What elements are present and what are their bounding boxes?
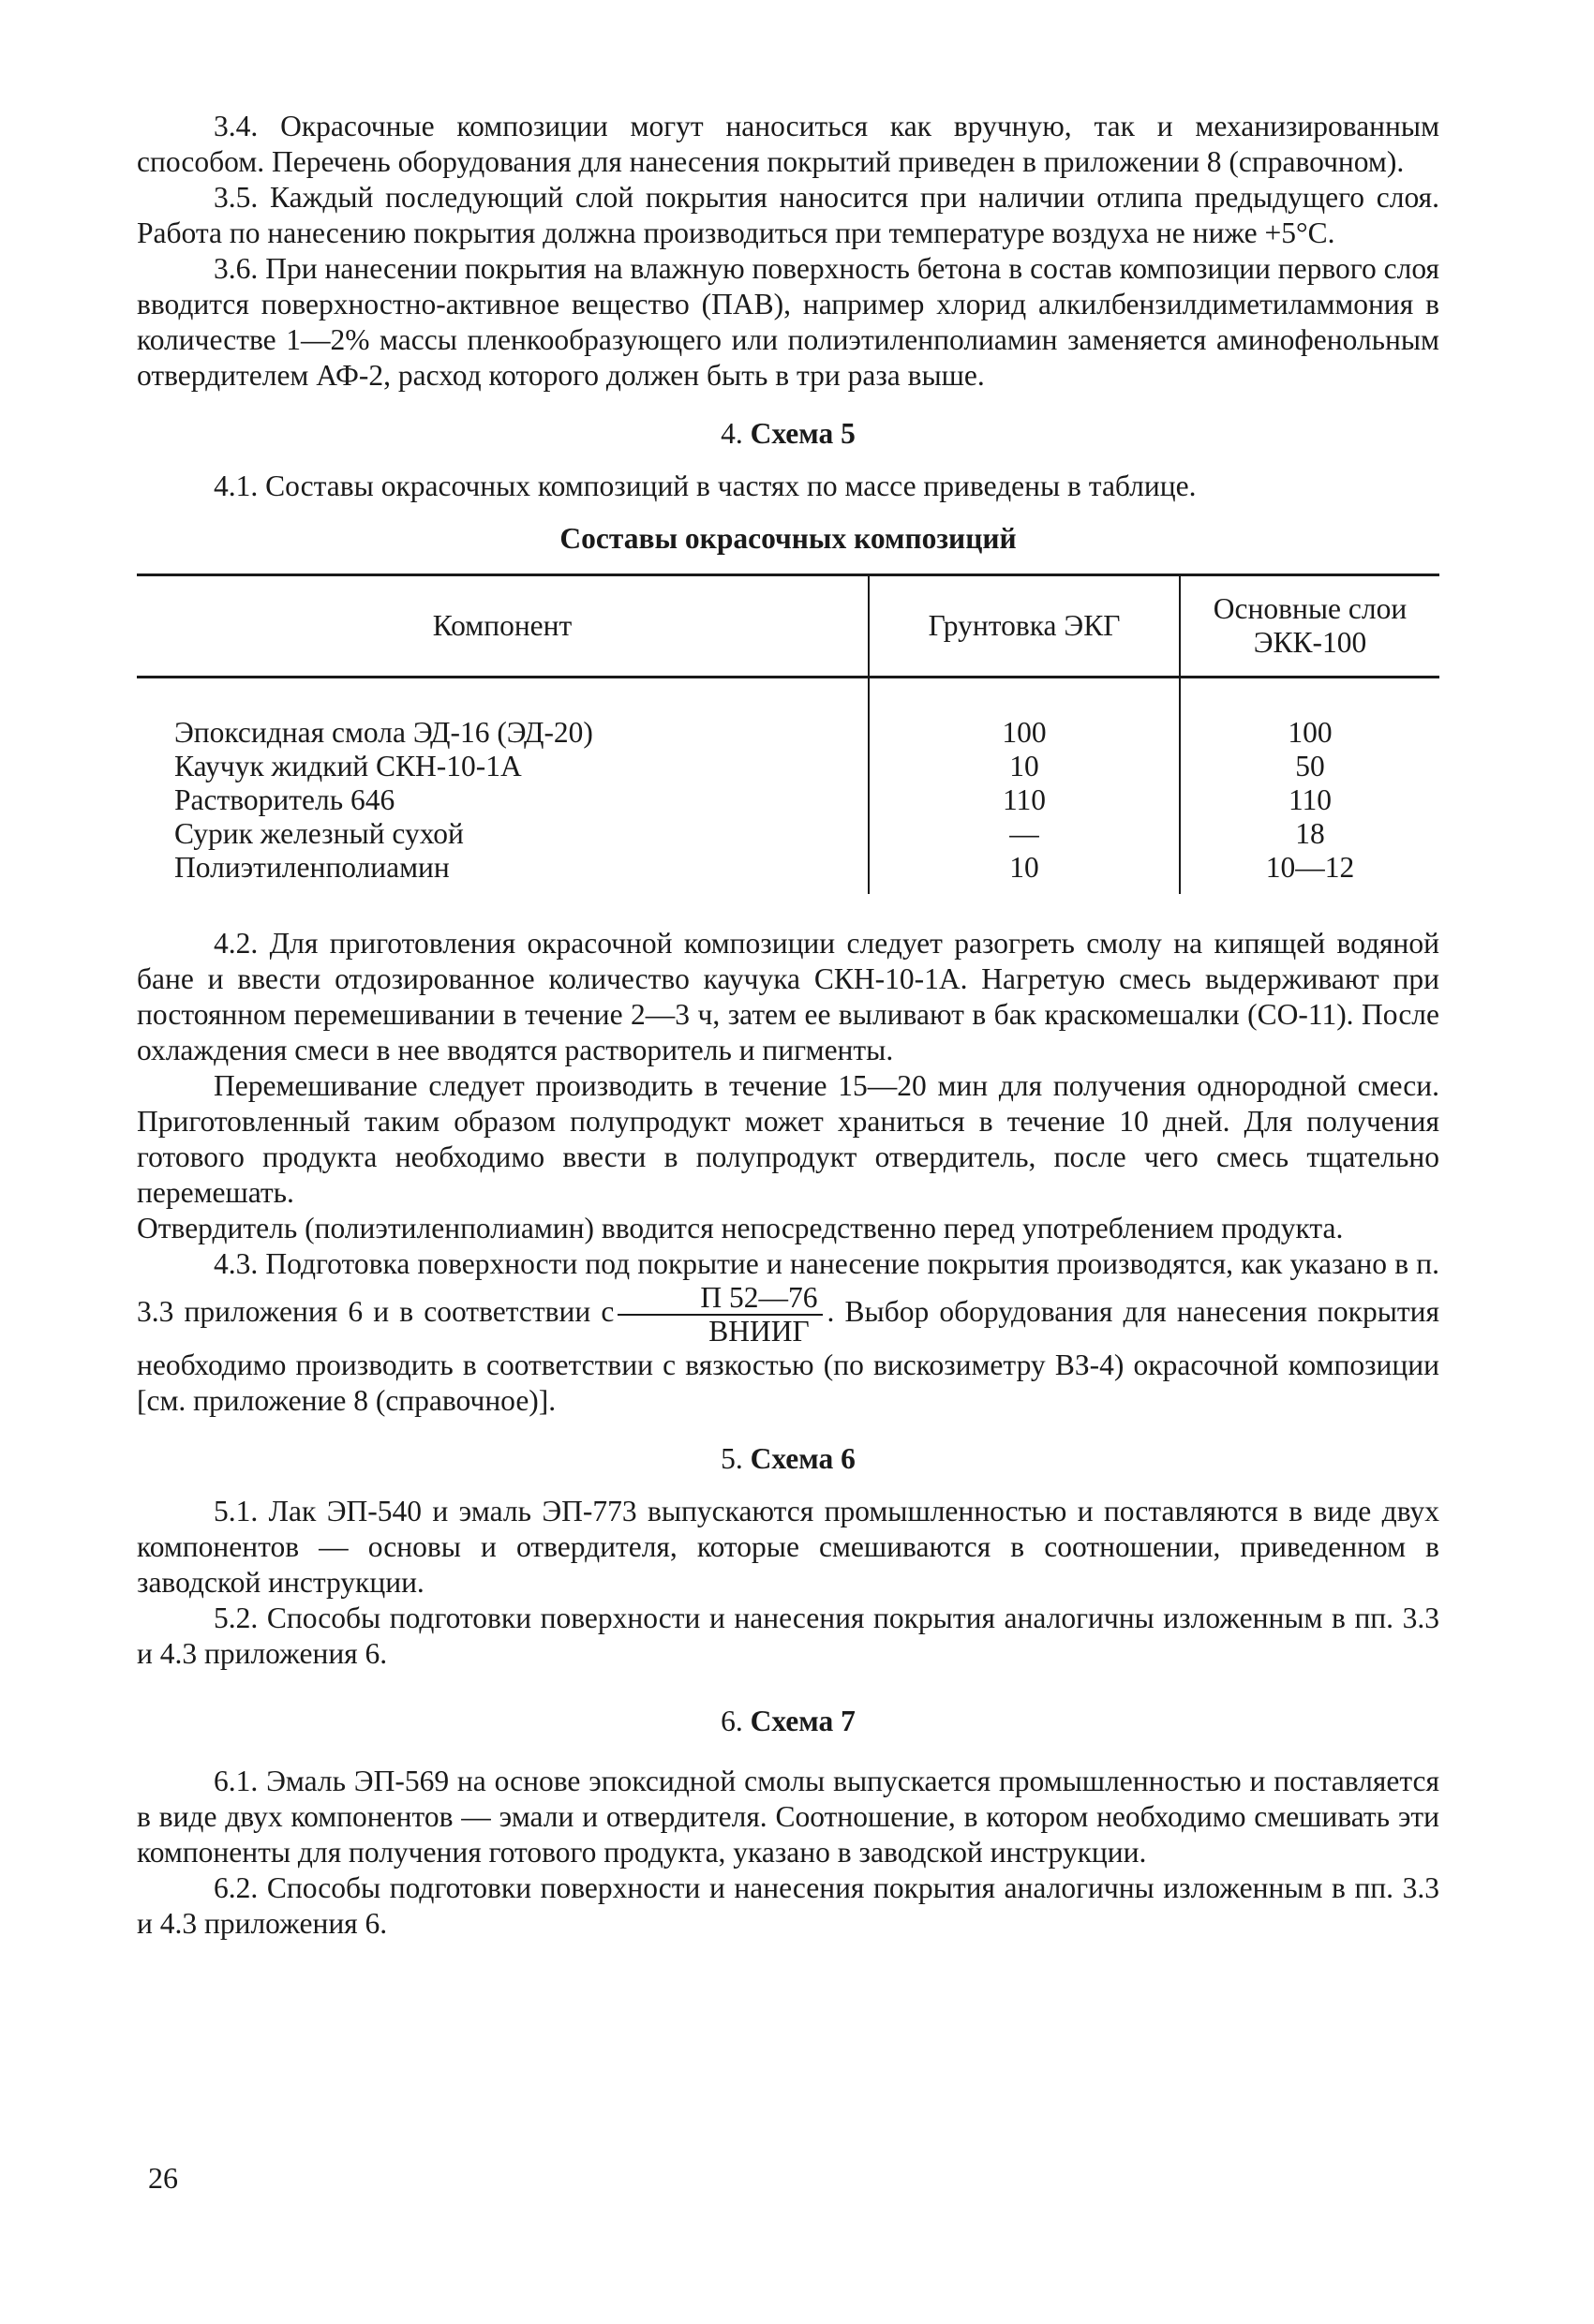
paragraph-5-2: 5.2. Способы подготовки поверхности и нанесения покрытия аналогичны изложенным в пп. 3.3 и 4.3 приложения 6. [137,1601,1439,1670]
page-number: 26 [148,2161,178,2195]
table-cell: 110 [1180,783,1439,817]
table-cell: Растворитель 646 [174,783,395,816]
table-header-row [137,575,1439,678]
section-4-heading [137,416,1439,452]
table-cell: 10 [869,851,1180,894]
paragraph-4-1: 4.1. Составы окрасочных композиций в частях по массе приведены в таблице. [214,469,1197,502]
table-header-main-layers: Основные слои ЭКК-100 [1180,575,1439,678]
section-6-heading [137,1704,1439,1739]
fraction-numerator: П 52—76 [618,1282,823,1316]
section-4-number: 4. [721,417,743,450]
table-cell: — [869,817,1180,851]
table-row [137,750,1439,783]
paragraph-6-2: 6.2. Способы подготовки поверхности и нанесения покрытия аналогичны изложенным в пп. 3.3 и 4.3 приложения 6. [137,1871,1439,1940]
paragraph-3-5: 3.5. Каждый последующий слой покрытия наносится при наличии отлипа предыдущего слоя. Работа по нанесению покрытия должна производиться при температуре воздуха не ниже +5°С. [137,181,1439,249]
paragraph-6-1: 6.1. Эмаль ЭП-569 на основе эпоксидной смолы выпускается промышленностью и поставляется в виде двух компонентов — эмали и отвердителя. Соотношение, в котором необходимо смешивать эти компоненты для получения готового продукта, указано в заводской инструкции. [137,1765,1439,1869]
table-cell: Эпоксидная смола ЭД-16 (ЭД-20) [174,716,593,749]
section-5-title: Схема 6 [750,1442,856,1475]
standard-fraction [618,1282,823,1348]
table-header-component: Компонент [137,575,869,678]
table-cell: Каучук жидкий СКН-10-1А [174,750,522,782]
paragraph-4-2-cont: Перемешивание следует производить в течение 15—20 мин для получения однородной смеси. Приготовленный таким образом полупродукт может храниться в течение 10 дней. Для получения готового продукта необходимо ввести в полупродукт отвердитель, после чего смесь тщательно перемешать. [137,1069,1439,1209]
table-cell: 10—12 [1180,851,1439,894]
document-page [137,109,1439,1942]
table-cell: 110 [869,783,1180,817]
section-6-title: Схема 7 [750,1705,856,1737]
paragraph-3-6: 3.6. При нанесении покрытия на влажную поверхность бетона в состав композиции первого слоя вводится поверхностно-активное вещество (ПАВ), например хлорид алкилбензилдиметиламмония в количестве 1—2% массы пленкообразующего или полиэтиленполиамин заменяется аминофенольным отвердителем АФ-2, расход которого должен быть в три раза выше. [137,252,1439,392]
table-row [137,817,1439,851]
fraction-denominator: ВНИИГ [708,1315,810,1348]
section-5-number: 5. [721,1442,743,1475]
composition-table [137,574,1439,894]
table-cell: 18 [1180,817,1439,851]
paragraph-3-4: 3.4. Окрасочные композиции могут наноситься как вручную, так и механизированным способом. Перечень оборудования для нанесения покрытий приведен в приложении 8 (справочном). [137,110,1439,178]
table-header-primer: Грунтовка ЭКГ [869,575,1180,678]
paragraph-4-2-hardener: Отвердитель (полиэтиленполиамин) вводится непосредственно перед употреблением продукта. [137,1212,1344,1244]
table-cell: 100 [869,716,1180,750]
table-cell: 50 [1180,750,1439,783]
table-cell: 100 [1180,716,1439,750]
paragraph-5-1: 5.1. Лак ЭП-540 и эмаль ЭП-773 выпускаются промышленностью и поставляются в виде двух компонентов — основы и отвердителя, которые смешиваются в соотношении, приведенном в заводской инструкции. [137,1495,1439,1599]
table-cell: 10 [869,750,1180,783]
table-row [137,851,1439,894]
paragraph-4-2: 4.2. Для приготовления окрасочной композиции следует разогреть смолу на кипящей водяной бане и ввести отдозированное количество каучука СКН-10-1А. Нагретую смесь выдерживают при постоянном перемешивании в течение 2—3 ч, затем ее выливают в бак краскомешалки (СО-11). После охлаждения смеси в нее вводятся растворитель и пигменты. [137,927,1439,1066]
table-row [137,716,1439,750]
section-4-title: Схема 5 [750,417,856,450]
table-cell: Сурик железный сухой [174,817,464,850]
table-cell: Полиэтиленполиамин [174,851,450,884]
section-5-heading [137,1441,1439,1477]
table-row [137,783,1439,817]
table-spacer-row [137,678,1439,717]
paragraph-4-3: 4.3. Подготовка поверхности под покрытие и нанесение покрытия производятся, как указано в п. 3.3 приложения 6 и в соответствии с $\frac{П 52—76}{\text{ВНИИГ}}$ . Выбор оборудования для нанесения покрытия необходимо производить в соответствии с вязкостью (по вискозиметру ВЗ-4) окрасочной композиции [см. приложение 8 (справочное)]. [137,1247,1439,1417]
table-caption: Составы окрасочных композиций [559,522,1017,555]
section-6-number: 6. [721,1705,743,1737]
